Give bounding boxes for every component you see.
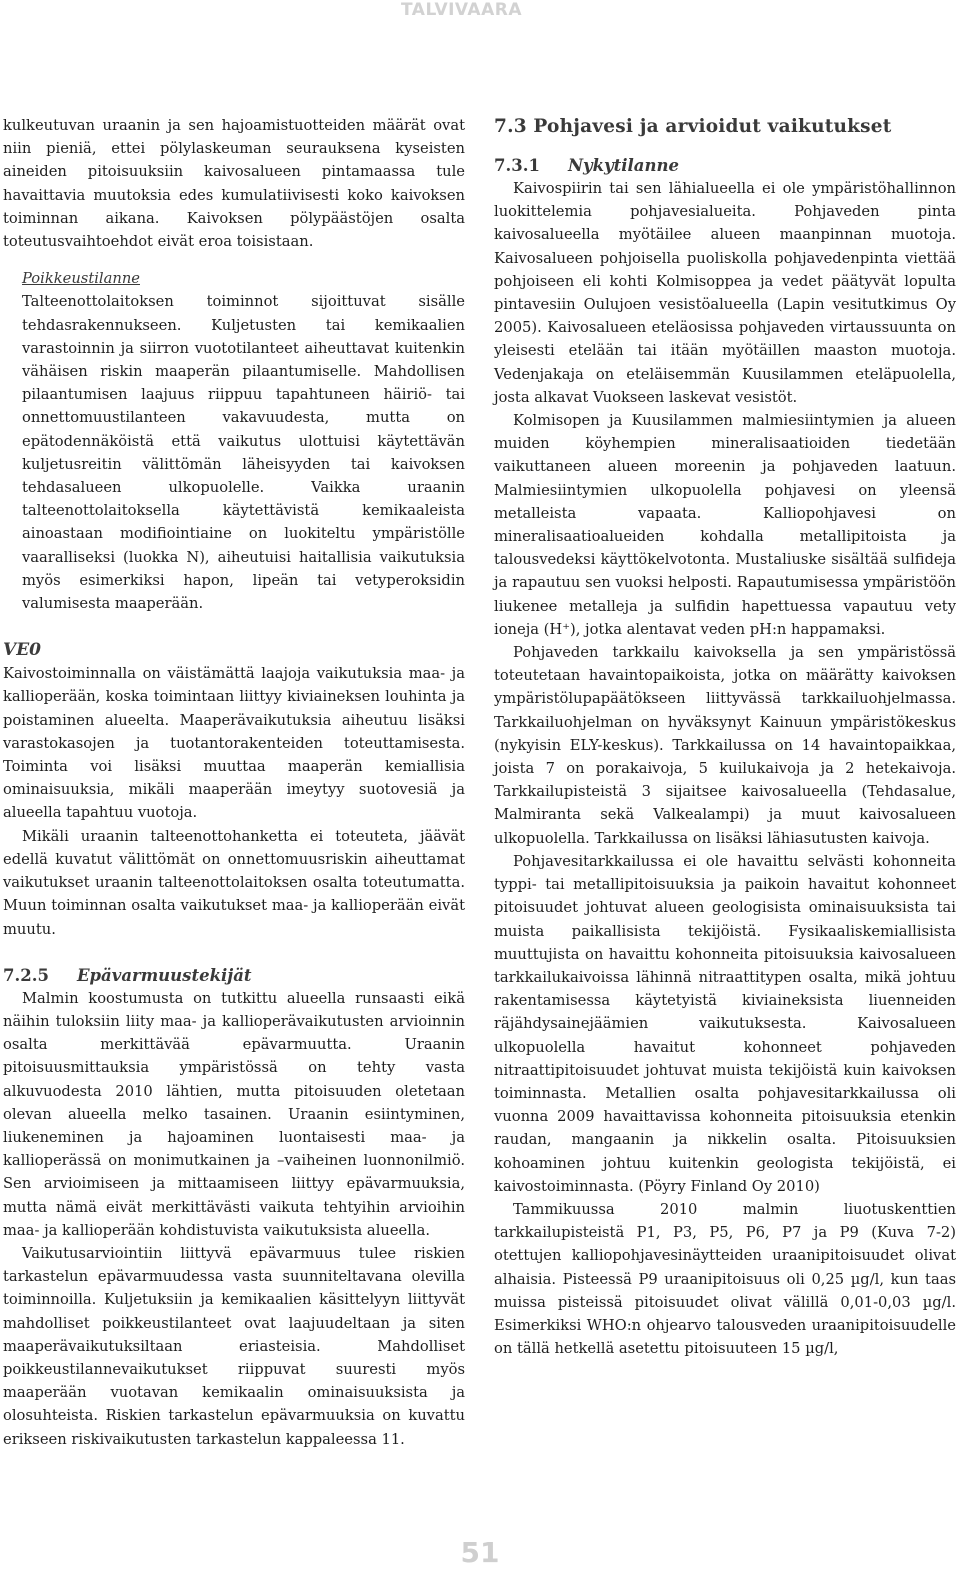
subsection-heading-7-3-1 (494, 154, 956, 177)
groundwater-paragraph-4: Pohjavesitarkkailussa ei ole havaittu selvästi kohonneita typpi- tai metallipitoisuuksia ja paikoin havaitut kohonneet pitoisuudet johtuvat alueen geologisista ominaisuuksista tai muista paikallisista tekijöistä. Fysikaaliskemiallisista muuttujista on havaittu kohonneita pitoisuuksia kaivosalueen tarkkailukaivoissa lähinnä nitraattitypen osalta, mikä johtuu rakentamisessa käytetyistä kiviaineksista liuenneiden räjähdysainejäämien vaikutuksesta. Kaivosalueen ulkopuolella havaitut kohonneet pohjaveden nitraattipitoisuudet johtuvat muista tekijöistä kuin kaivoksen toiminnasta. Metallien osalta pohjavesitarkkailussa oli vuonna 2009 havaittavissa kohonneita pitoisuuksia etenkin raudan, mangaanin ja nikkelin osalta. Pitoisuuksien kohoaminen johtuu kuitenkin geologista tekijöistä, ei kaivostoiminnasta. (Pöyry Finland Oy 2010) (494, 852, 956, 1195)
subsection-title: Nykytilanne (567, 156, 679, 175)
section-title: Epävarmuustekijät (76, 965, 252, 985)
uncertainty-paragraph-2: Vaikutusarviointiin liittyvä epävarmuus tulee riskien tarkastelun epävarmuudessa vasta suunniteltavana olevilla toiminnoilla. Kuljetuksiin ja kemikaalien käsittelyyn liittyvät mahdolliset poikkeustilanteet ovat laajuudeltaan ja siten maaperävaikutuksiltaan eriasteisia. Mahdolliset poikkeustilannevaikutukset riippuvat suuresti myös maaperään vuotavan kemikaalin ominaisuuksista ja olosuhteista. Riskien tarkastelun epävarmuuksia on kuvattu erikseen riskivaikutusten tarkastelun kappaleessa 11. (3, 1244, 465, 1448)
left-column (3, 114, 465, 1451)
section-number: 7.2.5 (3, 965, 49, 985)
ve0-paragraph-2: Mikäli uraanin talteenottohanketta ei toteuteta, jäävät edellä kuvatut välittömät on onnettomuusriskin aiheuttamat vaikutukset uraanin talteenottolaitoksen osalta toteutumatta. Muun toiminnan osalta vaikutukset maa- ja kallioperään eivät muutu. (3, 827, 465, 938)
exception-paragraph: Talteenottolaitoksen toiminnot sijoittuvat sisälle tehdasrakennukseen. Kuljetusten tai kemikaalien varastoinnin ja siirron vuototilanteet aiheuttavat kuitenkin vähäisen riskin maaperän pilaantumiselle. Mahdollisen pilaantumisen laajuus riippuu tapahtuneen häiriö- tai onnettomuustilanteen vakavuudesta, mutta on epätodennäköistä että vaikutus ulottuisi käytettävän kuljetusreitin välittömän läheisyyden tai kaivoksen tehdasalueen ulkopuolelle. Vaikka uraanin talteenottolaitoksella käytettävistä kemikaaleista ainoastaan modifiointiaine on luokiteltu ympäristölle vaaralliseksi (luokka N), aiheutuisi haitallisia vaikutuksia myös esimerkiksi hapon, lipeän tai vetyperoksidin valumisesta maaperään. (22, 293, 465, 613)
groundwater-paragraph-1: Kaivospiirin tai sen lähialueella ei ole ympäristöhallinnon luokittelemia pohjavesialueita. Pohjaveden pinta kaivosalueella myötäilee alueen maanpinnan muotoja. Kaivosalueen pohjoisella puoliskolla pohjavedenpinta viettää pohjoiseen eli kohti Kolmisoppea ja vedet päätyvät lopulta pintavesiin Oulujoen vesistöalueella (Lapin vesitutkimus Oy 2005). Kaivosalueen eteläosissa pohjaveden virtaussuunta on yleisesti etelään tai itään myötäillen maaston muotoja. Vedenjakaja on eteläisemmän Kuusilammen eteläpuolella, josta alkavat Vuokseen laskevat vesistöt. (494, 180, 956, 406)
ve0-label: VE0 (3, 640, 41, 661)
groundwater-paragraph-5: Tammikuussa 2010 malmin liuotuskenttien tarkkailupisteistä P1, P3, P5, P6, P7 ja P9 (Kuva 7-2) otettujen kalliopohjavesinäytteiden uraanipitoisuudet olivat alhaisia. Pisteessä P9 uraanipitoisuus oli 0,25 µg/l, kun taas muissa pisteissä pitoisuudet olivat välillä 0,01-0,03 µg/l. Esimerkiksi WHO:n ohjearvo talousveden uraanipitoisuudelle on tällä hetkellä asetettu pitoisuuteen 15 µg/l, (494, 1200, 956, 1358)
intro-paragraph: kulkeutuvan uraanin ja sen hajoamistuotteiden määrät ovat niin pieniä, ettei pölylaskeuman seurauksena kyseisten aineiden pitoisuuksiin kaivosalueen pintamaassa tule havaittavia muutoksia edes kumulatiivisesti koko kaivoksen toiminnan aikana. Kaivoksen pölypäästöjen osalta toteutusvaihtoehdot eivät eroa toisistaan. (3, 117, 465, 251)
groundwater-paragraph-2: Kolmisopen ja Kuusilammen malmiesiintymien ja alueen muiden köyhempien mineralisaatioiden tiedetään vaikuttaneen alueen moreenin ja pohjaveden laatuun. Malmiesiintymien ulkopuolella pohjavesi on yleensä metalleista vapaata. Kalliopohjavesi on mineralisaatioalueiden kohdalla metallipitoista ja talousvedeksi käyttökelvotonta. Mustaliuske sisältää sulfideja ja rapautuu sen vuoksi helposti. Rapautumisessa ympäristöön liukenee metalleja ja sulfidin hapettuessa vapautuu vety ioneja (H⁺), jotka alentavat veden pH:n happamaksi. (494, 412, 956, 638)
subsection-number: 7.3.1 (494, 156, 540, 175)
groundwater-paragraph-3: Pohjaveden tarkkailu kaivoksella ja sen ympäristössä toteutetaan havaintopaikoista, jotka on määrätty kaivoksen ympäristölupapäätökseen liittyvässä tarkkailuohjelmassa. Tarkkailuohjelman on hyväksynyt Kainuun ympäristökeskus (nykyisin ELY-keskus). Tarkkailussa on 14 havaintopaikkaa, joista 7 on porakaivoja, 5 kuilukaivoja ja 2 hetekaivoja. Tarkkailupisteistä 3 sijaitsee kaivosalueella (Tehdasalue, Malmiranta sekä Valkealampi) ja muut kaivosalueen ulkopuolella. Tarkkailussa on lisäksi lähiasutusten kaivoja. (494, 644, 956, 847)
page-number: 51 (460, 1536, 500, 1569)
exception-heading: Poikkeustilanne (22, 270, 140, 288)
section-heading-7-2-5 (3, 964, 465, 987)
header-brand: TALVIVAARA (401, 0, 522, 20)
right-column (494, 114, 956, 1360)
section-heading-7-3: 7.3 Pohjavesi ja arvioidut vaikutukset (494, 116, 892, 137)
uncertainty-paragraph-1: Malmin koostumusta on tutkittu alueella runsaasti eikä näihin tuloksiin liity maa- ja kallioperävaikutusten arvioinnin osalta merkittävää epävarmuutta. Uraanin pitoisuusmittauksia ympäristössä on tehty vasta alkuvuodesta 2010 lähtien, mutta pitoisuuden oletetaan olevan alueella melko tasainen. Uraanin esiintyminen, liukeneminen ja hajoaminen luontaisesti maa- ja kallioperässä on monimutkainen ja –vaiheinen luonnonilmiö. Sen arvioimiseen ja mittaamiseen liittyy epävarmuuksia, mutta nämä eivät merkittävästi vaikuta tehtyihin arvioihin maa- ja kallioperään kohdistuvista vaikutuksista alueella. (3, 989, 465, 1239)
ve0-paragraph-1: Kaivostoiminnalla on väistämättä laajoja vaikutuksia maa- ja kallioperään, koska toimintaan liittyy kiviaineksen louhinta ja poistaminen alueelta. Maaperävaikutuksia aiheutuu lisäksi varastokasojen ja tuotantorakenteiden toteuttamisesta. Toiminta voi lisäksi muuttaa maaperän kemiallisia ominaisuuksia, mikäli maaperään imeytyy suotovesiä ja alueella tapahtuu vuotoja. (3, 665, 465, 822)
